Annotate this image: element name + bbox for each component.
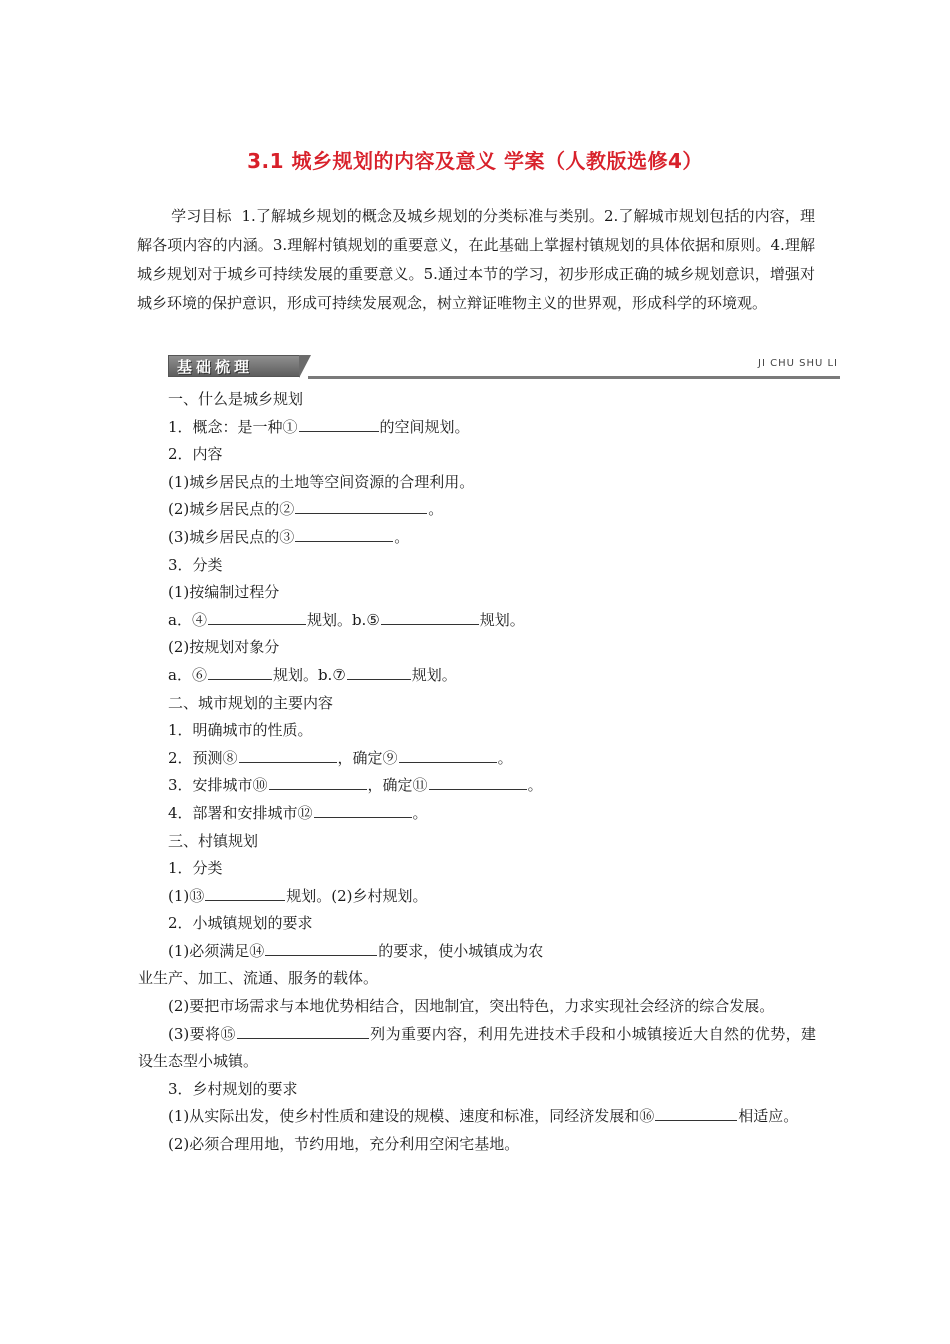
blank-5[interactable] [381, 608, 479, 625]
line-category-1-ab: a．④ 规划。b.⑤ 规划。 [168, 607, 816, 635]
line-town-1-cont: 业生产、加工、流通、服务的载体。 [138, 969, 379, 988]
blank-9[interactable] [399, 746, 497, 763]
line-rural-1: (1)从实际出发，使乡村性质和建设的规模、速度和标准，同经济发展和⑯ 相适应。 [138, 1103, 816, 1131]
line-content-2: (2)城乡居民点的② 。 [168, 496, 816, 524]
line-town-heading: 2．小城镇规划的要求 [168, 914, 313, 933]
line-category-1: (1)按编制过程分 [168, 583, 280, 602]
section-banner [168, 355, 840, 381]
line-city-1: 1．明确城市的性质。 [168, 721, 313, 740]
content-body [138, 386, 816, 1159]
heading-2: 二、城市规划的主要内容 [168, 693, 334, 712]
blank-12[interactable] [314, 801, 412, 818]
line-category-2: (2)按规划对象分 [168, 638, 280, 657]
line-concept: 1．概念：是一种① 的空间规划。 [168, 414, 816, 442]
line-village-heading: 1．分类 [168, 859, 223, 878]
line-city-2: 2．预测⑧ ，确定⑨ 。 [168, 745, 816, 773]
heading-1: 一、什么是城乡规划 [168, 390, 304, 408]
blank-7[interactable] [347, 663, 411, 680]
blank-15[interactable] [237, 1022, 369, 1039]
blank-1[interactable] [299, 415, 379, 432]
page-title: 3.1 城乡规划的内容及意义 学案（人教版选修4） [247, 149, 703, 173]
blank-6[interactable] [208, 663, 272, 680]
blank-11[interactable] [429, 773, 527, 790]
heading-3: 三、村镇规划 [168, 831, 259, 850]
blank-3[interactable] [295, 525, 393, 542]
blank-10[interactable] [269, 773, 367, 790]
blank-14[interactable] [265, 939, 377, 956]
line-village-1: (1)⑬ 规划。(2)乡村规划。 [168, 883, 816, 911]
learning-goals [137, 202, 815, 318]
blank-8[interactable] [239, 746, 337, 763]
line-town-3: (3)要将⑮ 列为重要内容，利用先进技术手段和小城镇接近大自然的优势，建设生态型小城镇。 [138, 1021, 816, 1076]
banner-rule [308, 376, 840, 379]
line-content-1: (1)城乡居民点的土地等空间资源的合理利用。 [168, 472, 475, 491]
line-rural-2: (2)必须合理用地，节约用地，充分利用空闲宅基地。 [168, 1135, 520, 1154]
line-category-2-ab: a．⑥ 规划。b.⑦ 规划。 [168, 662, 816, 690]
line-town-2: (2)要把市场需求与本地优势相结合，因地制宜，突出特色，力求实现社会经济的综合发展。 [168, 997, 775, 1016]
goals-text: 1.了解城乡规划的概念及城乡规划的分类标准与类别。2.了解城市规划包括的内容，理解各项内容的内涵。3.理解村镇规划的重要意义，在此基础上掌握村镇规划的具体依据和原则。4.理解城乡规划对于城乡可持续发展的重要意义。5.通过本节的学习，初步形成正确的城乡规划意识，增强对城乡环境的保护意识，形成可持续发展观念，树立辩证唯物主义的世界观，形成科学的环境观。 [137, 207, 815, 312]
line-town-1: (1)必须满足⑭ 的要求，使小城镇成为农 [168, 938, 816, 966]
line-content-3: (3)城乡居民点的③ 。 [168, 524, 816, 552]
line-rural-heading: 3．乡村规划的要求 [168, 1079, 298, 1098]
line-category-heading: 3．分类 [168, 555, 223, 574]
blank-16[interactable] [655, 1104, 737, 1121]
line-city-3: 3．安排城市⑩ ，确定⑪ 。 [168, 772, 816, 800]
blank-4[interactable] [208, 608, 306, 625]
blank-2[interactable] [295, 497, 427, 514]
goals-label: 学习目标 [171, 207, 232, 225]
banner-latin: JI CHU SHU LI [758, 358, 838, 369]
line-city-4: 4．部署和安排城市⑫ 。 [168, 800, 816, 828]
line-content-heading: 2．内容 [168, 445, 223, 464]
blank-13[interactable] [205, 884, 285, 901]
banner-label: 基础梳理 [168, 355, 300, 377]
